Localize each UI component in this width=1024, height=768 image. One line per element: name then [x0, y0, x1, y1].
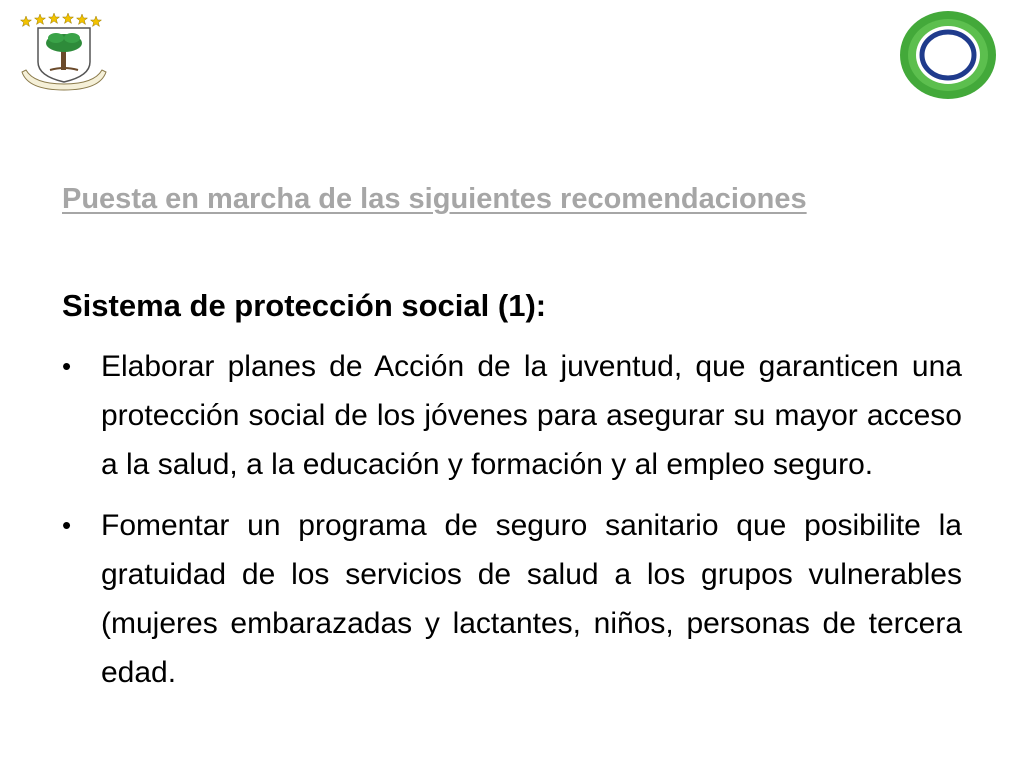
ring-logo-icon [898, 10, 998, 100]
bullet-text: Elaborar planes de Acción de la juventud, que garanticen una protección social de los jóvenes para asegurar su mayor acceso a la salud, a la educación y formación y al empleo seguro. [101, 350, 962, 481]
bullet-text: Fomentar un programa de seguro sanitario que posibilite la gratuidad de los servicios de salud a los grupos vulnerables (mujeres embarazadas y lactantes, niños, personas de tercera edad. [101, 509, 962, 689]
coat-of-arms-icon [16, 10, 112, 94]
section-heading: Sistema de protección social (1): [62, 288, 547, 323]
list-item [62, 342, 962, 489]
bullet-list [62, 342, 962, 709]
bullet-icon: • [62, 510, 72, 540]
slide-subtitle: Puesta en marcha de las siguientes recomendaciones [62, 183, 807, 215]
bullet-icon: • [62, 351, 72, 381]
list-item [62, 501, 962, 697]
